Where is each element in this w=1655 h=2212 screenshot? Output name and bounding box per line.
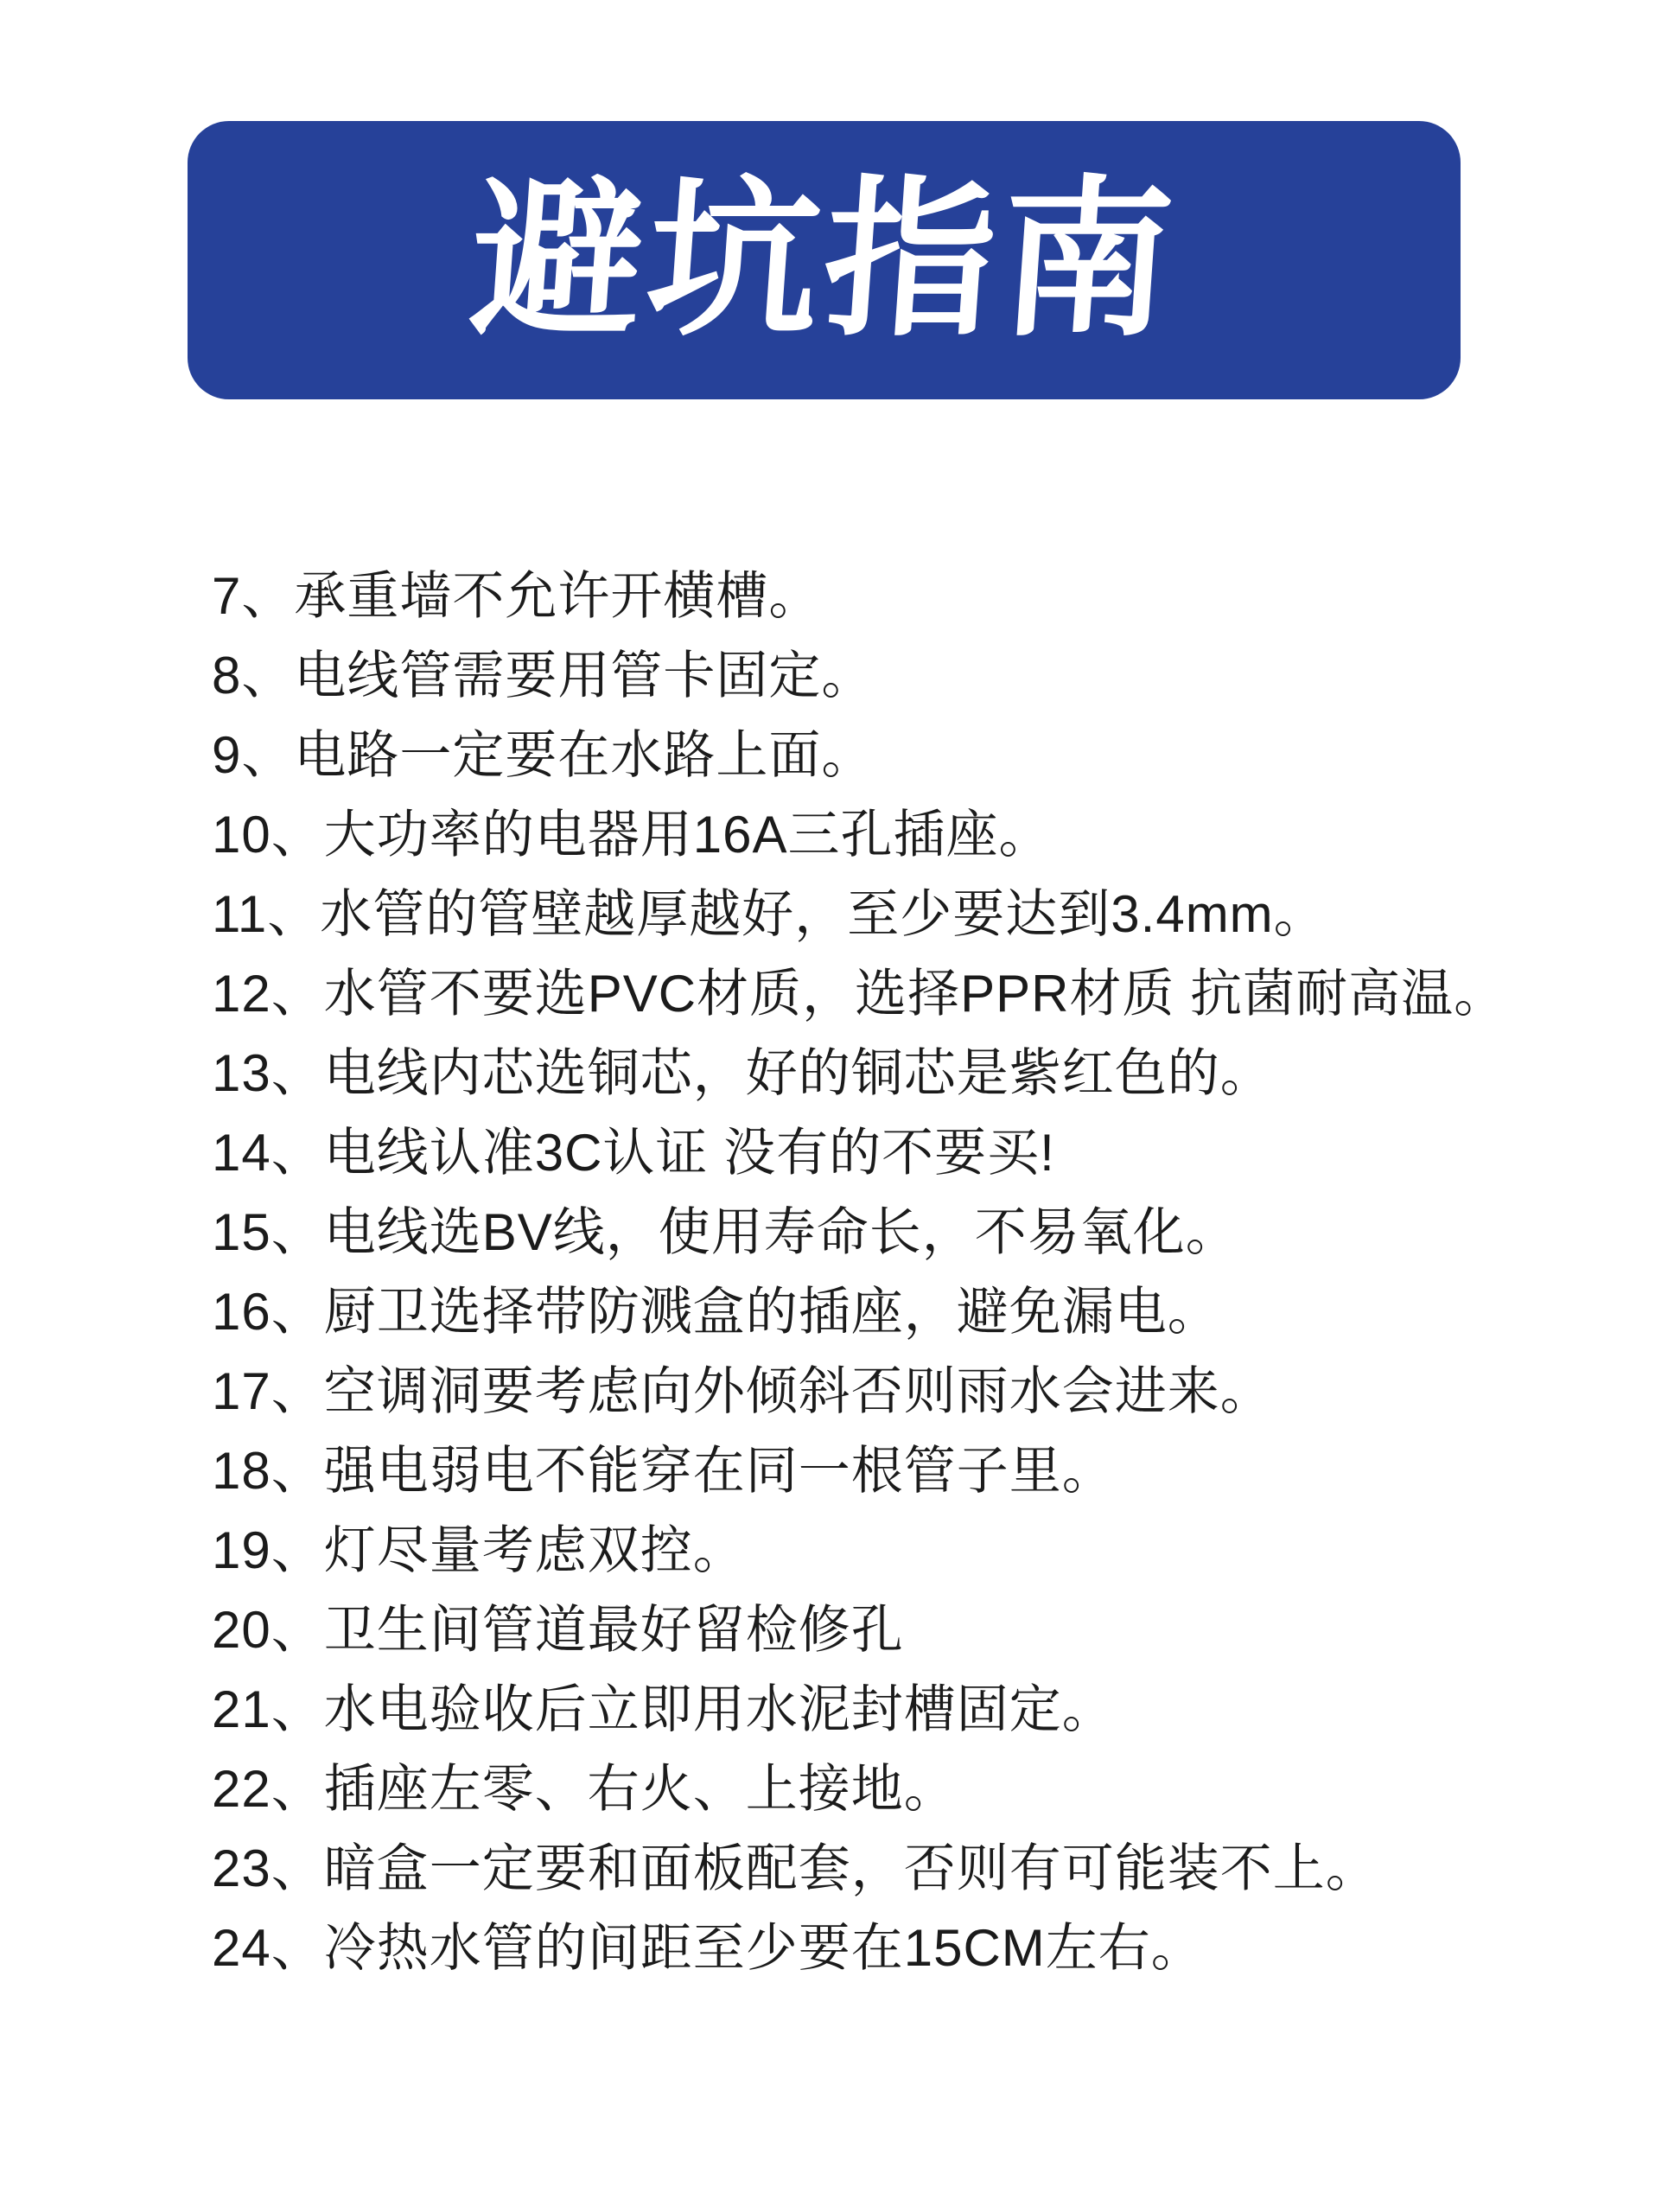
list-item: 21、水电验收后立即用水泥封槽固定。 <box>212 1680 1115 1738</box>
list-item: 9、电路一定要在水路上面。 <box>212 726 875 784</box>
header-banner <box>188 121 1461 399</box>
list-item: 15、电线选BV线，使用寿命长，不易氧化。 <box>212 1203 1238 1261</box>
list-item: 18、强电弱电不能穿在同一根管子里。 <box>212 1442 1115 1500</box>
list-item: 12、水管不要选PVC材质，选择PPR材质 抗菌耐高温。 <box>212 965 1507 1023</box>
list-item: 20、卫生间管道最好留检修孔 <box>212 1601 904 1659</box>
list-item: 13、电线内芯选铜芯，好的铜芯是紫红色的。 <box>212 1044 1273 1102</box>
list-item: 19、灯尽量考虑双控。 <box>212 1521 746 1579</box>
page-title: 避坑指南 <box>464 164 1184 355</box>
list-item: 11、水管的管壁越厚越好，至少要达到3.4mm。 <box>212 885 1327 943</box>
list-item: 8、电线管需要用管卡固定。 <box>212 647 875 704</box>
list-item: 14、电线认准3C认证 没有的不要买! <box>212 1124 1055 1182</box>
list-item: 7、承重墙不允许开横槽。 <box>212 567 822 625</box>
list-item: 22、插座左零、右火、上接地。 <box>212 1760 957 1818</box>
list-item: 17、空调洞要考虑向外倾斜否则雨水会进来。 <box>212 1362 1273 1420</box>
list-item: 10、大功率的电器用16A三孔插座。 <box>212 806 1052 864</box>
tips-list <box>212 557 1506 1988</box>
list-item: 16、厨卫选择带防溅盒的插座，避免漏电。 <box>212 1283 1220 1341</box>
list-item: 23、暗盒一定要和面板配套，否则有可能装不上。 <box>212 1839 1378 1897</box>
list-item: 24、冷热水管的间距至少要在15CM左右。 <box>212 1919 1204 1977</box>
